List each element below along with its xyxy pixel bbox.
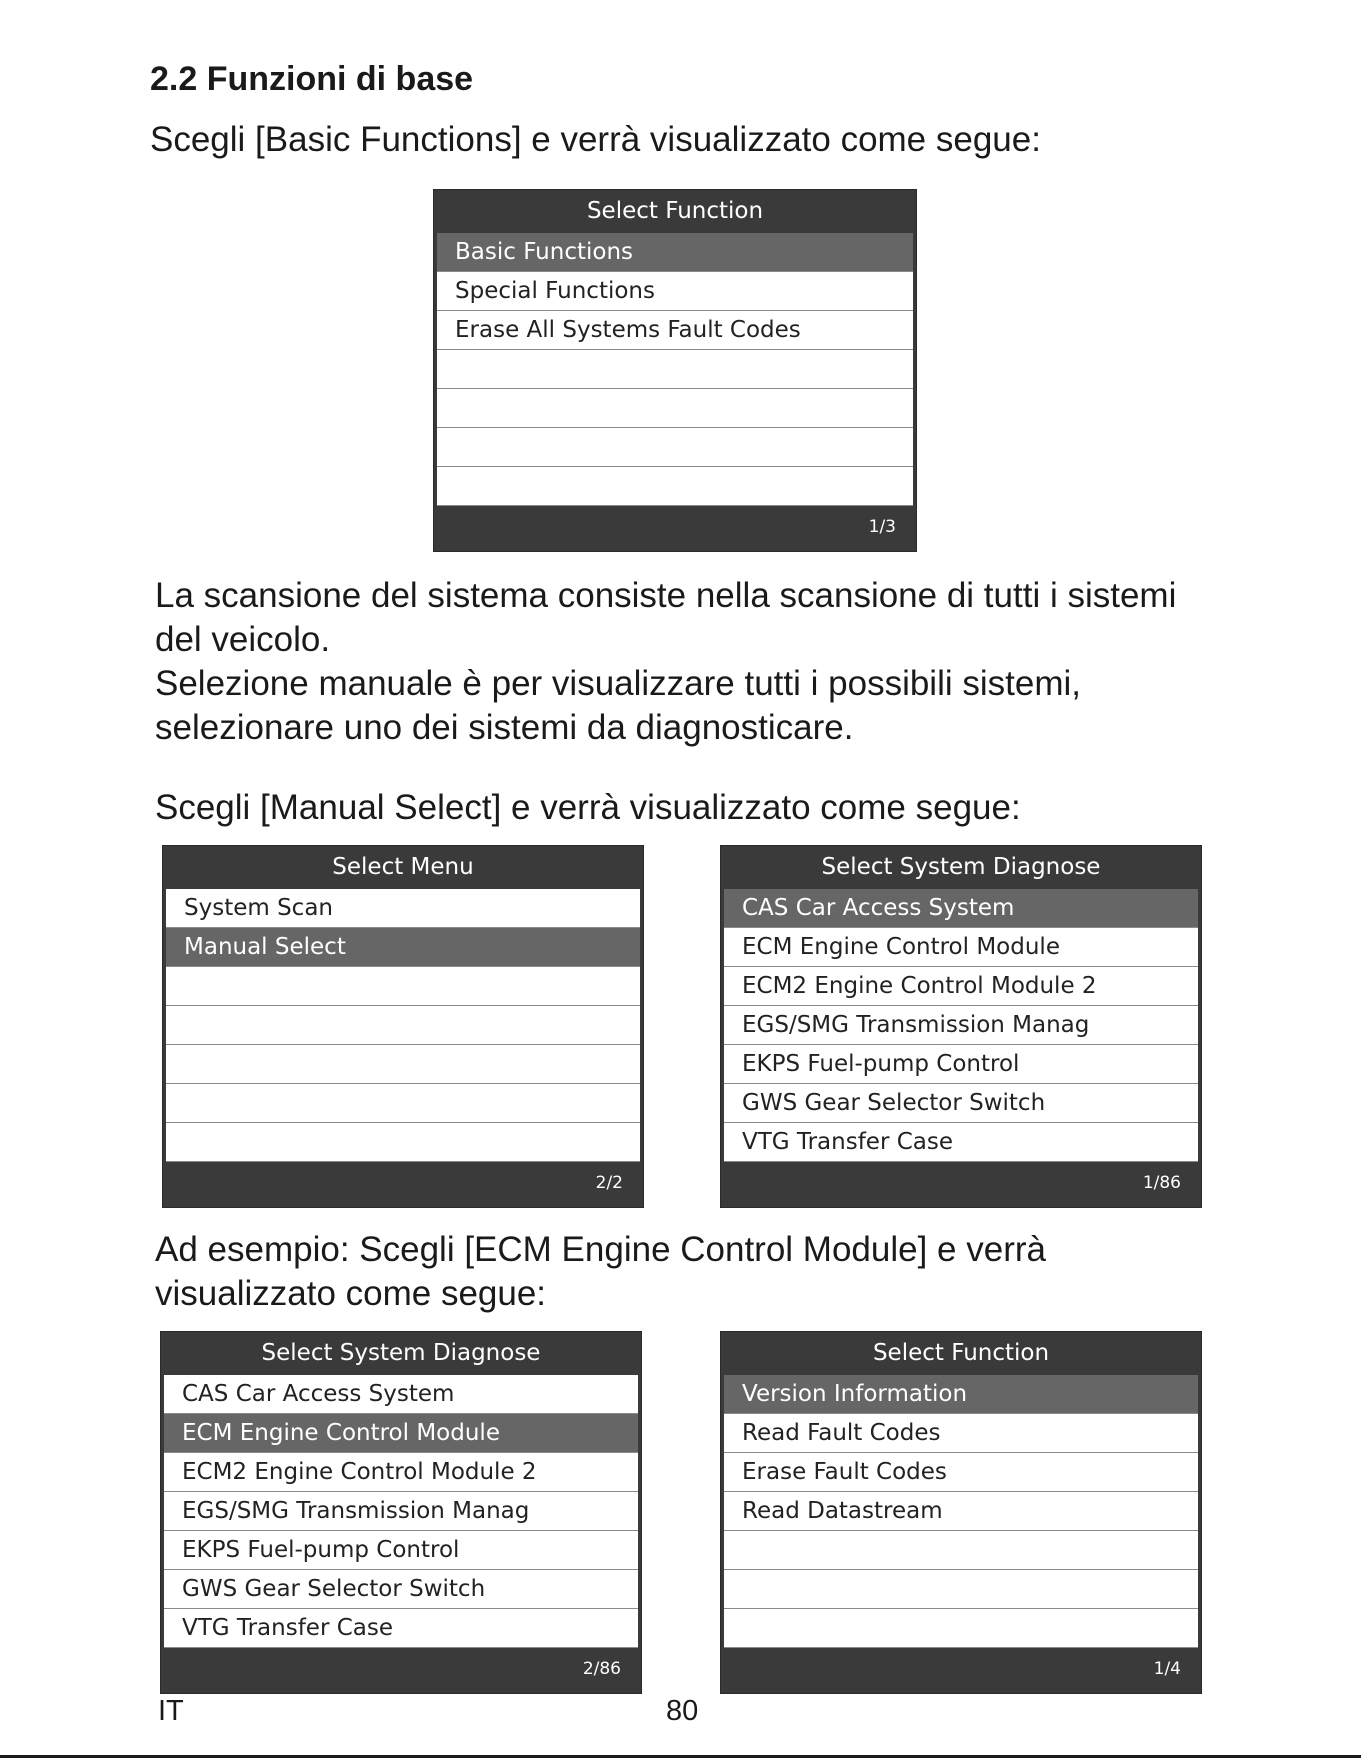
menu-item[interactable]: ECM2 Engine Control Module 2 (164, 1453, 638, 1492)
menu-item-empty (166, 967, 640, 1006)
menu-item[interactable]: Basic Functions (437, 233, 913, 272)
manual-select-text: Scegli [Manual Select] e verrà visualizzato come segue: (155, 788, 1021, 827)
page-indicator: 1/4 (1153, 1659, 1181, 1679)
select-function-screen (433, 189, 917, 552)
menu-item-empty (437, 350, 913, 389)
menu-item-empty (724, 1570, 1198, 1609)
text-line: del veicolo. (155, 620, 331, 659)
page-indicator: 1/3 (868, 517, 896, 537)
example-paragraph (155, 1228, 1046, 1316)
bottom-rule (0, 1755, 1361, 1758)
select-function-screen-2 (720, 1331, 1202, 1694)
text-line: selezionare uno dei sistemi da diagnosticare. (155, 708, 854, 747)
menu-item-empty (166, 1123, 640, 1162)
menu-item[interactable]: GWS Gear Selector Switch (724, 1084, 1198, 1123)
menu-item[interactable]: VTG Transfer Case (724, 1123, 1198, 1162)
description-paragraph (155, 574, 1176, 750)
menu-item[interactable]: CAS Car Access System (724, 889, 1198, 928)
menu-item[interactable]: ECM2 Engine Control Module 2 (724, 967, 1198, 1006)
screen-title: Select System Diagnose (261, 1340, 541, 1366)
menu-list (437, 233, 913, 506)
text-line: Ad esempio: Scegli [ECM Engine Control Module] e verrà (155, 1230, 1046, 1269)
menu-item-empty (724, 1609, 1198, 1648)
menu-item[interactable]: EKPS Fuel-pump Control (724, 1045, 1198, 1084)
menu-item[interactable]: VTG Transfer Case (164, 1609, 638, 1648)
menu-item[interactable]: CAS Car Access System (164, 1375, 638, 1414)
select-menu-screen (162, 845, 644, 1208)
menu-item[interactable]: EKPS Fuel-pump Control (164, 1531, 638, 1570)
menu-item[interactable]: EGS/SMG Transmission Manag (164, 1492, 638, 1531)
menu-item-empty (166, 1006, 640, 1045)
menu-item-empty (166, 1084, 640, 1123)
screen-title: Select Menu (332, 854, 474, 880)
menu-item-empty (166, 1045, 640, 1084)
menu-item[interactable]: Erase Fault Codes (724, 1453, 1198, 1492)
text-line: La scansione del sistema consiste nella scansione di tutti i sistemi (155, 576, 1177, 615)
menu-item[interactable]: Read Fault Codes (724, 1414, 1198, 1453)
page-number: 80 (666, 1695, 699, 1727)
menu-list (164, 1375, 638, 1648)
page-indicator: 2/86 (582, 1659, 621, 1679)
menu-item[interactable]: Read Datastream (724, 1492, 1198, 1531)
menu-item-empty (437, 389, 913, 428)
menu-item-empty (437, 428, 913, 467)
select-system-diagnose-screen-2 (160, 1331, 642, 1694)
page-indicator: 2/2 (595, 1173, 623, 1193)
menu-item-empty (437, 467, 913, 506)
menu-list (166, 889, 640, 1162)
menu-item[interactable]: Manual Select (166, 928, 640, 967)
menu-item[interactable]: Special Functions (437, 272, 913, 311)
menu-list (724, 889, 1198, 1162)
language-code: IT (158, 1695, 184, 1727)
screen-title: Select Function (872, 1340, 1050, 1366)
text-line: Selezione manuale è per visualizzare tutti i possibili sistemi, (155, 664, 1081, 703)
section-heading: 2.2 Funzioni di base (150, 60, 474, 98)
menu-item[interactable]: Version Information (724, 1375, 1198, 1414)
intro-text: Scegli [Basic Functions] e verrà visualizzato come segue: (150, 120, 1041, 159)
menu-list (724, 1375, 1198, 1648)
menu-item-empty (724, 1531, 1198, 1570)
menu-item[interactable]: GWS Gear Selector Switch (164, 1570, 638, 1609)
page-indicator: 1/86 (1142, 1173, 1181, 1193)
text-line: visualizzato come segue: (155, 1274, 547, 1313)
menu-item[interactable]: EGS/SMG Transmission Manag (724, 1006, 1198, 1045)
screen-title: Select Function (586, 198, 764, 224)
screen-title: Select System Diagnose (821, 854, 1101, 880)
menu-item[interactable]: ECM Engine Control Module (724, 928, 1198, 967)
select-system-diagnose-screen (720, 845, 1202, 1208)
menu-item[interactable]: ECM Engine Control Module (164, 1414, 638, 1453)
menu-item[interactable]: Erase All Systems Fault Codes (437, 311, 913, 350)
menu-item[interactable]: System Scan (166, 889, 640, 928)
